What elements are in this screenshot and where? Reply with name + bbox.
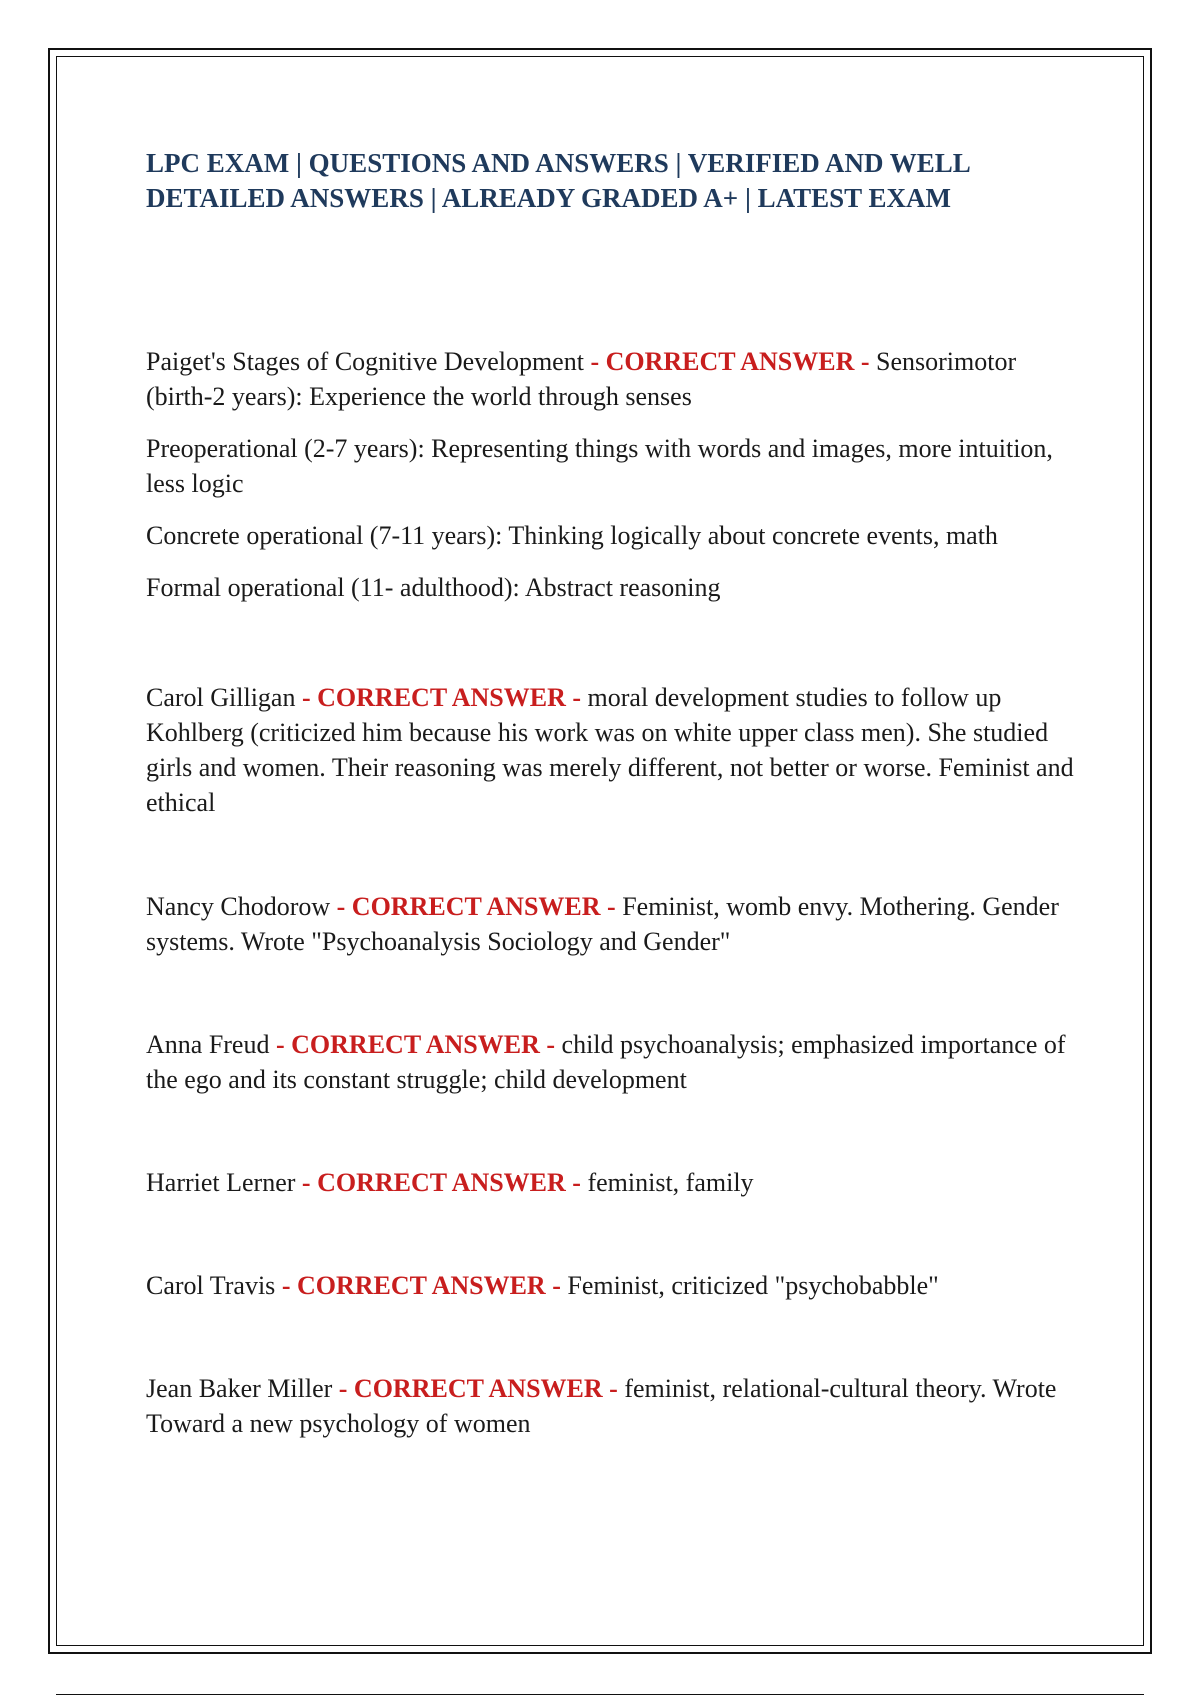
qa-item — [146, 1165, 1076, 1200]
qa-term: Jean Baker Miller — [146, 1374, 333, 1403]
qa-answer: child psychoanalysis; emphasized importance of the ego and its constant struggle; child development — [146, 1030, 1066, 1094]
qa-answer-line: Concrete operational (7-11 years): Thinking logically about concrete events, math — [146, 521, 998, 550]
correct-answer-marker: - CORRECT ANSWER - — [301, 683, 582, 712]
qa-item — [146, 1027, 1076, 1097]
correct-answer-marker: - CORRECT ANSWER - — [338, 1374, 618, 1403]
qa-item — [146, 889, 1076, 959]
correct-answer-marker: - CORRECT ANSWER - — [275, 1030, 556, 1059]
qa-term: Harriet Lerner — [146, 1168, 296, 1197]
correct-answer-marker: - CORRECT ANSWER - — [301, 1168, 581, 1197]
correct-answer-marker: - CORRECT ANSWER - — [281, 1271, 561, 1300]
qa-item — [146, 344, 1076, 605]
document-title: LPC EXAM | QUESTIONS AND ANSWERS | VERIFIED AND WELL DETAILED ANSWERS | ALREADY GRADED A+ | LATEST EXAM — [146, 148, 970, 213]
qa-answer: Feminist, womb envy. Mothering. Gender systems. Wrote "Psychoanalysis Sociology and Gender" — [146, 892, 1059, 956]
correct-answer-marker: - CORRECT ANSWER - — [590, 347, 870, 376]
qa-answer: feminist, family — [587, 1168, 754, 1197]
qa-item — [146, 680, 1076, 820]
footer-rule — [56, 1694, 1144, 1695]
qa-answer: feminist, relational-cultural theory. Wrote Toward a new psychology of women — [146, 1374, 1057, 1438]
qa-term: Paiget's Stages of Cognitive Development — [146, 347, 584, 376]
document-body — [146, 146, 1076, 1441]
correct-answer-marker: - CORRECT ANSWER - — [336, 892, 616, 921]
qa-answer: Sensorimotor (birth-2 years): Experience the world through senses — [146, 347, 1017, 411]
qa-item — [146, 1268, 1076, 1303]
qa-answer-line: Preoperational (2-7 years): Representing things with words and images, more intuition, less logic — [146, 434, 1053, 498]
qa-term: Anna Freud — [146, 1030, 270, 1059]
qa-term: Nancy Chodorow — [146, 892, 331, 921]
qa-item — [146, 1371, 1076, 1441]
qa-answer: moral development studies to follow up Kohlberg (criticized him because his work was on white upper class men). She studied girls and women. Their reasoning was merely different, not better or worse. Feminist and ethical — [146, 683, 1074, 817]
qa-answer: Feminist, criticized "psychobabble" — [567, 1271, 939, 1300]
qa-term: Carol Gilligan — [146, 683, 296, 712]
qa-answer-line: Formal operational (11- adulthood): Abstract reasoning — [146, 573, 721, 602]
qa-term: Carol Travis — [146, 1271, 276, 1300]
